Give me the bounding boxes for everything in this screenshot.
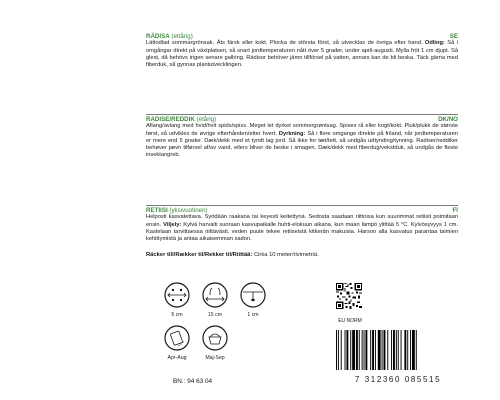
fi-text: Helposti kasvatettava. Syödään raakana tai keyesti keitettynä. Sedosta saadaan riittoisa kun suurimmat retiisit poimitaan ensin. Viljely: Kylvä harvaiti suoraan kasvupaikalle huhti-elokuun aikana, kun maan lämpö ylittää 5 °C. Kylvösyvyys 1 cm. Kastelaan tarvittaessa riittävästi, veden puute tekee retiiseistä kitkerän makuisia. Harson alla kasvatus parantaa taimien kehittymistä ja antaa aikaisemman sadon. [146, 214, 458, 243]
barcode-bar [336, 330, 337, 370]
barcode-bar [375, 330, 376, 370]
plant-spacing-label: 15 cm [207, 312, 223, 318]
barcode-bar [362, 330, 363, 370]
section-fi [146, 207, 458, 243]
se-title: RÄDISA [146, 33, 170, 40]
row-yield-value: Cirka 10 meter/rivimetriä. [252, 252, 319, 258]
fi-title: RETIISI [146, 207, 168, 214]
dk-text: Aflang/avlang med hvid/hvit spids/spiss. Meget let dyrket sommergrøntsag. Spises rå eller kogt/kokt. Pluk/plukk de største først, så udvikles de øvrige efterhånden/etter hvert. Dyrkning: Så i flere omgange direkte på friland, når jordtemperaturen er mere end 5 grader. Dæk/dekk med et tyndt lag jord. Så ikke for tæt/tett, så undgås udtynding/tynning. Radiser/reddiker behøver jævn tilførsel af/av vand, ellers bliver de beske i smagen. Dæk/dekk med fiberdug/vekstduk, så undgås de fleste insektangreb. [146, 123, 458, 159]
divider [146, 114, 458, 115]
barcode-bar [359, 330, 360, 370]
barcode-bar [396, 330, 397, 370]
barcode-bar [391, 330, 392, 370]
barcode-bar [393, 330, 395, 370]
dk-title: RADISE/REDDIK [146, 116, 195, 123]
section-fi-header [146, 207, 458, 214]
divider [146, 205, 458, 206]
harvest-time-label: Maj-Sep [205, 355, 225, 361]
barcode-number: 7 312360 085515 [354, 375, 442, 384]
sowing-time-icon [162, 323, 192, 353]
barcode-bar [345, 330, 346, 370]
harvest-time-icon [200, 323, 230, 353]
row-spacing-label: 5 cm [171, 312, 183, 318]
row-yield-label: Räcker till/Rækker til/Rekker til/Riittää: [146, 252, 253, 258]
fi-subtitle: (yksivuotinen) [169, 207, 208, 214]
barcode-bar [398, 330, 399, 370]
se-text: Lättodlad sommargrönsak. Äts färsk eller kokt. Plocka de största först, så utvecklas de övriga efter hand. Odling: Så i omgångar direkt på växtplatsen, så snart jordtemperaturen nått över 5 grader, under april-augusti. Mylla fröt 1 cm djupt. Så glest, då behövs ingen senare gallring. Rädisor behöver jämn tillförsel på vatten, annars kan de bli beska. Täck gärna med fiberduk, så gynnas plantutvecklingen. [146, 40, 458, 69]
batch-number: BN.: 94 63 04 [173, 378, 213, 385]
fi-lang-code: FI [452, 207, 458, 214]
barcode-bar [404, 330, 406, 370]
barcode-bar [370, 330, 371, 370]
barcode-bar [378, 330, 381, 370]
barcode-bar [416, 330, 417, 370]
barcode-bar [382, 330, 383, 370]
barcode-bar [365, 330, 367, 370]
barcode-bar [364, 330, 365, 370]
barcode-bar [401, 330, 402, 370]
sowing-depth-icon [238, 280, 268, 310]
barcode-bar [341, 330, 342, 370]
plant-spacing-icon [200, 280, 230, 310]
section-dk [146, 116, 458, 160]
barcode-bar [346, 330, 348, 370]
barcode-bar [412, 330, 415, 370]
row-spacing-icon [162, 280, 192, 310]
qr-code [336, 283, 362, 309]
barcode-bar [352, 330, 355, 370]
barcode-bar [338, 330, 339, 370]
dk-lang-code: DK/NO [438, 116, 458, 123]
barcode-bars [332, 330, 464, 372]
section-se [146, 33, 458, 69]
barcode-bar [387, 330, 388, 370]
dk-subtitle: (etårig) [196, 116, 217, 123]
se-subtitle: (ettårig) [171, 33, 193, 40]
sowing-time-label: Apr-Aug [167, 355, 187, 361]
barcode-bar [407, 330, 408, 370]
se-lang-code: SE [449, 33, 458, 40]
barcode-bar [410, 330, 411, 370]
barcode-bar [350, 330, 351, 370]
barcode [332, 330, 464, 384]
row-yield [146, 252, 458, 258]
eu-norm-label: EU NORM [338, 318, 362, 324]
barcode-bar [372, 330, 374, 370]
barcode-bar [384, 330, 386, 370]
sowing-depth-label: 1 cm [247, 312, 259, 318]
barcode-bar [356, 330, 358, 370]
